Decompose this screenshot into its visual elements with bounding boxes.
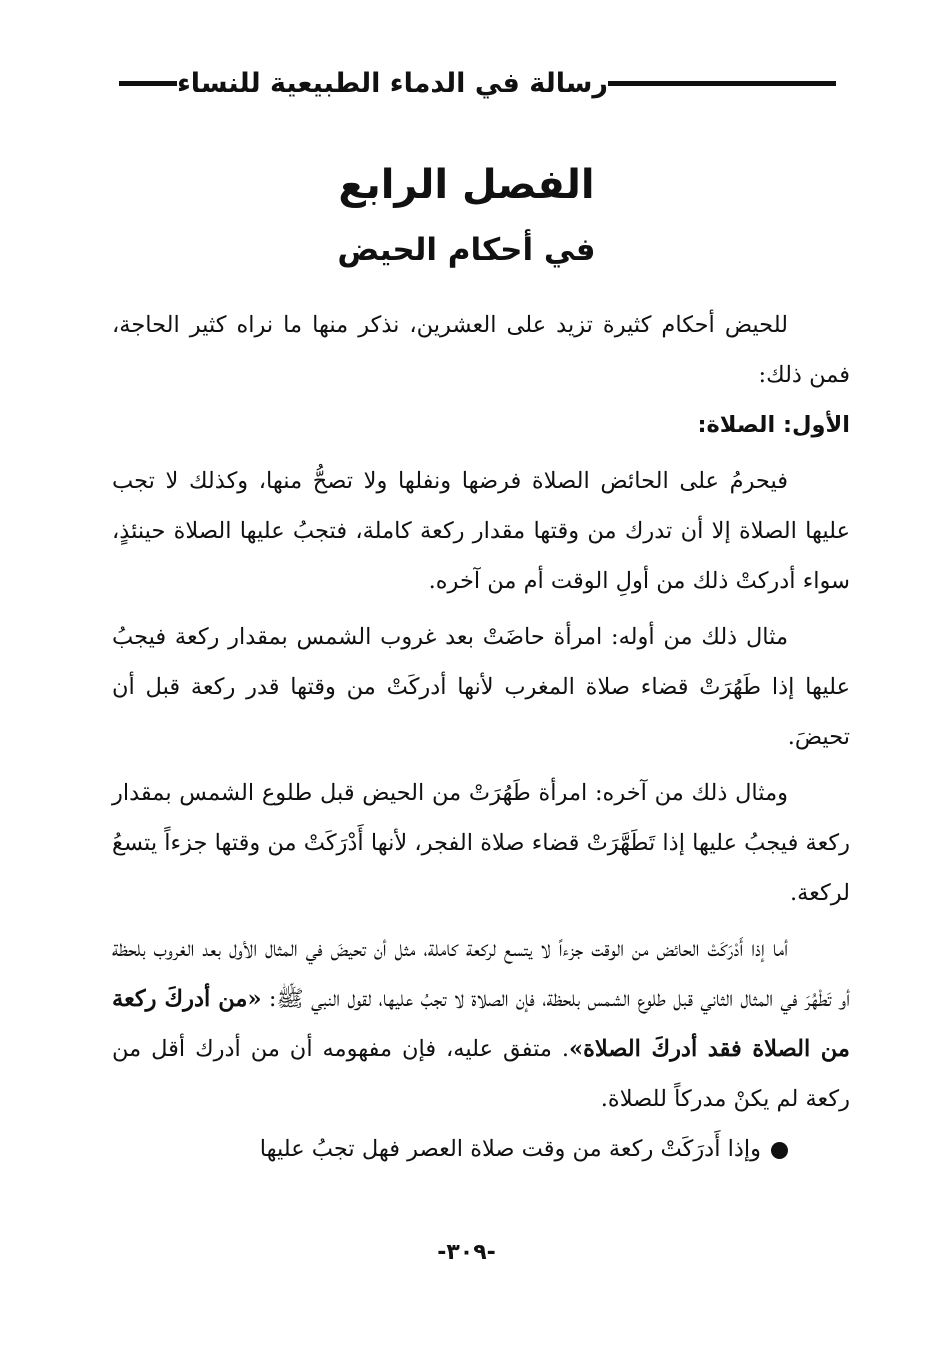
chapter-subtitle: في أحكام الحيض: [337, 232, 596, 268]
paragraph-partial-time-start: أما إذا أَدْرَكَتْ الحائض من الوقت جزءاً لا يتسع لركعة كاملة، مثل أن تحيضَ في المثال الأول بعد الغروب بلحظة أو تَطْهُرَ في المثال الثاني قبل طلوع الشمس بلحظة، فإن الصلاة لا تجبُ عليها، لقول النبي ﷺ:: [112, 936, 850, 1012]
chapter-title: الفصل الرابع: [338, 162, 595, 208]
intro-paragraph: للحيض أحكام كثيرة تزيد على العشرين، نذكر منها ما نراه كثير الحاجة، فمن ذلك:: [112, 312, 850, 388]
paragraph-example-beginning: مثال ذلك من أوله: امرأة حاضَتْ بعد غروب الشمس بمقدار ركعة فيجبُ عليها إذا طَهُرَتْ قضاء صلاة المغرب لأنها أدركَتْ من وقتها قدر ركعة قبل أن تحيضَ.: [112, 624, 850, 750]
running-header: [105, 58, 850, 108]
header-rule-right: [119, 81, 177, 86]
paragraph-prayer-prohibition: فيحرمُ على الحائض الصلاة فرضها ونفلها ولا تصحُّ منها، وكذلك لا تجب عليها الصلاة إلا أن تدرك من وقتها مقدار ركعة كاملة، فتجبُ عليها الصلاة حينئذٍ، سواء أدركتْ ذلك من أولِ الوقت أم من آخره.: [112, 468, 850, 594]
page-number: -٣٠٩-: [437, 1240, 496, 1265]
body-text: [112, 300, 850, 1174]
paragraph-example-end: ومثال ذلك من آخره: امرأة طَهُرَتْ من الحيض قبل طلوع الشمس بمقدار ركعة فيجبُ عليها إذا تَطَهَّرَتْ قضاء صلاة الفجر، لأنها أَدْرَكَتْ من وقتها جزءاً يتسعُ لركعة.: [112, 780, 850, 906]
bullet-paragraph-text: وإذا أَدرَكَتْ ركعة من وقت صلاة العصر فهل تجبُ عليها: [259, 1136, 761, 1162]
hadith-quote: «من أدركَ ركعة من الصلاة فقد أدركَ الصلاة»: [112, 986, 850, 1062]
paragraph-partial-time: [112, 924, 850, 1124]
running-header-title: رسالة في الدماء الطبيعية للنساء: [177, 67, 608, 99]
bullet-paragraph: [112, 1124, 850, 1174]
section-heading: الأول: الصلاة:: [697, 412, 850, 438]
bullet-icon: [771, 1142, 788, 1159]
paragraph-partial-time-end: . متفق عليه، فإن مفهومه أن من أدرك أقل من ركعة لم يكنْ مدركاً للصلاة.: [112, 1036, 850, 1112]
header-rule-left: [608, 81, 836, 86]
